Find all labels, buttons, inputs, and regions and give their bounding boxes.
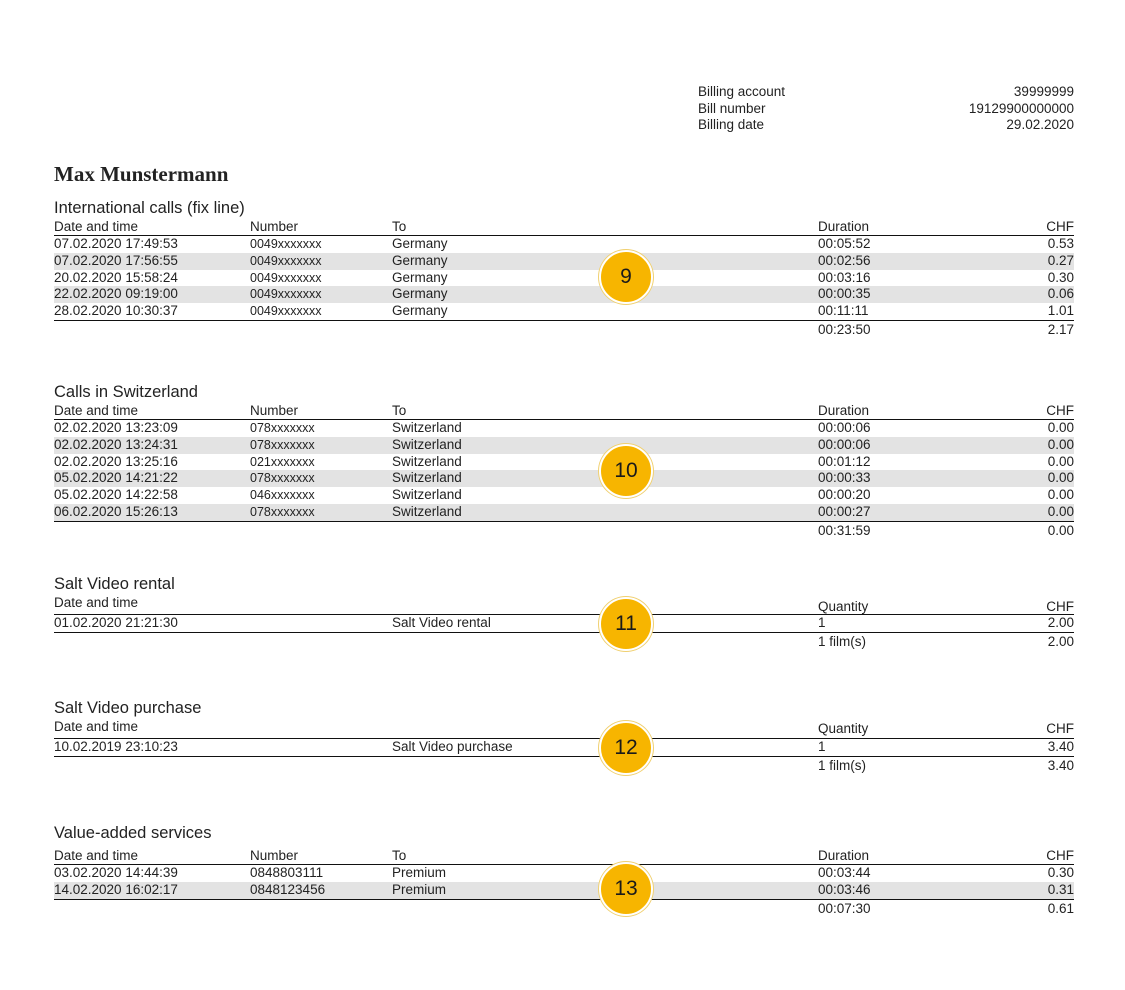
- cell-date: 22.02.2020 09:19:00: [54, 286, 178, 302]
- cell-chf: 0.27: [1047, 252, 1074, 268]
- column-headers: [54, 403, 1074, 419]
- cell-number: 046xxxxxxx: [250, 488, 315, 503]
- cell-to: Premium: [392, 865, 447, 880]
- table-row: [54, 454, 1074, 471]
- cell-duration: 00:05:52: [818, 236, 871, 251]
- cell-duration: 00:03:46: [818, 881, 871, 897]
- section-title: Salt Video purchase: [54, 699, 202, 717]
- total-row: [54, 900, 1074, 918]
- col-chf: CHF: [1046, 599, 1074, 614]
- table-row: [54, 420, 1074, 437]
- cell-duration: 00:00:27: [818, 503, 871, 519]
- table-row: [54, 865, 1074, 882]
- col-to: To: [392, 848, 407, 863]
- cell-chf: 0.00: [1047, 436, 1074, 452]
- billing-account-label: Billing account: [698, 84, 786, 99]
- cell-to: Switzerland: [392, 436, 462, 452]
- cell-to: Germany: [392, 269, 448, 285]
- cell-to: Switzerland: [392, 453, 462, 469]
- col-duration: Duration: [818, 219, 870, 234]
- value-added-services-section: [54, 822, 1074, 918]
- table-row: [54, 470, 1074, 487]
- cell-date: 28.02.2020 10:30:37: [54, 303, 178, 319]
- cell-number: 078xxxxxxx: [250, 421, 315, 435]
- cell-quantity: 1: [818, 739, 826, 754]
- cell-number: 0049xxxxxxx: [250, 253, 322, 268]
- billing-account-row: [698, 84, 1074, 101]
- video-rental-section: [54, 573, 1074, 651]
- cell-date: 14.02.2020 16:02:17: [54, 881, 178, 897]
- cell-to: Germany: [392, 236, 448, 251]
- column-headers: [54, 219, 1074, 235]
- video-purchase-section: [54, 697, 1074, 775]
- column-headers: [54, 848, 1074, 864]
- table-row: [54, 739, 1074, 756]
- cell-to: Switzerland: [392, 487, 462, 503]
- cell-date: 02.02.2020 13:24:31: [54, 436, 178, 452]
- total-duration: 00:23:50: [818, 321, 871, 337]
- swiss-calls-section: [54, 381, 1074, 540]
- table-row: [54, 504, 1074, 521]
- total-row: [54, 522, 1074, 540]
- cell-duration: 00:01:12: [818, 453, 871, 469]
- total-row: [54, 757, 1074, 775]
- col-quantity: Quantity: [818, 599, 869, 614]
- cell-chf: 0.00: [1047, 503, 1074, 519]
- cell-to: Switzerland: [392, 503, 462, 519]
- callout-badge-13: 13: [599, 862, 653, 916]
- cell-to: Premium: [392, 881, 447, 897]
- cell-number: 0049xxxxxxx: [250, 270, 322, 285]
- column-headers: [54, 595, 1074, 614]
- cell-description: Salt Video rental: [392, 615, 491, 630]
- col-number: Number: [250, 848, 299, 863]
- cell-number: 078xxxxxxx: [250, 504, 315, 519]
- col-duration: Duration: [818, 403, 870, 418]
- table-body: [54, 236, 1074, 320]
- col-date: Date and time: [54, 595, 139, 610]
- total-quantity: 1 film(s): [818, 757, 866, 773]
- cell-duration: 00:03:16: [818, 269, 871, 285]
- cell-date: 02.02.2020 13:25:16: [54, 453, 178, 469]
- billing-date-label: Billing date: [698, 117, 765, 132]
- cell-number: 0848803111: [250, 865, 324, 880]
- cell-chf: 0.30: [1047, 269, 1074, 285]
- cell-duration: 00:00:20: [818, 487, 871, 503]
- bill-number-label: Bill number: [698, 100, 766, 116]
- table-row: [54, 437, 1074, 454]
- cell-duration: 00:11:11: [818, 303, 869, 319]
- table-row: [54, 253, 1074, 270]
- col-chf: CHF: [1046, 848, 1074, 863]
- total-chf: 0.61: [1047, 900, 1074, 916]
- col-duration: Duration: [818, 848, 870, 863]
- cell-chf: 2.00: [1047, 615, 1074, 630]
- table-row: [54, 882, 1074, 899]
- cell-to: Germany: [392, 286, 448, 302]
- table-body: [54, 420, 1074, 521]
- table-row: [54, 303, 1074, 320]
- cell-quantity: 1: [818, 615, 826, 630]
- total-row: [54, 633, 1074, 651]
- cell-date: 05.02.2020 14:21:22: [54, 470, 178, 486]
- cell-chf: 0.00: [1047, 453, 1074, 469]
- section-title: Calls in Switzerland: [54, 383, 198, 401]
- cell-number: 0049xxxxxxx: [250, 287, 322, 302]
- cell-duration: 00:02:56: [818, 252, 871, 268]
- total-quantity: 1 film(s): [818, 633, 866, 649]
- billing-date-value: 29.02.2020: [1006, 117, 1074, 132]
- cell-date: 07.02.2020 17:56:55: [54, 252, 178, 268]
- cell-duration: 00:00:33: [818, 470, 871, 486]
- cell-date: 01.02.2020 21:21:30: [54, 615, 178, 630]
- col-to: To: [392, 219, 407, 234]
- table-row: [54, 270, 1074, 287]
- bill-number-value: 19129900000000: [968, 100, 1074, 116]
- cell-date: 20.02.2020 15:58:24: [54, 269, 178, 285]
- col-date: Date and time: [54, 219, 139, 234]
- section-title: Salt Video rental: [54, 575, 175, 593]
- cell-chf: 0.06: [1047, 286, 1074, 302]
- total-row: [54, 321, 1074, 339]
- col-number: Number: [250, 219, 299, 234]
- cell-date: 02.02.2020 13:23:09: [54, 420, 178, 435]
- customer-name: Max Munstermann: [54, 162, 229, 186]
- cell-to: Switzerland: [392, 470, 462, 486]
- col-to: To: [392, 403, 407, 418]
- col-date: Date and time: [54, 848, 139, 863]
- table-row: [54, 286, 1074, 303]
- column-headers: [54, 719, 1074, 735]
- callout-badge-11: 11: [599, 597, 653, 651]
- cell-description: Salt Video purchase: [392, 739, 513, 754]
- cell-duration: 00:00:06: [818, 420, 871, 435]
- callout-badge-9: 9: [599, 250, 653, 304]
- callout-badge-12: 12: [599, 721, 653, 775]
- cell-duration: 00:00:35: [818, 286, 871, 302]
- total-duration: 00:31:59: [818, 522, 871, 538]
- section-title: Value-added services: [54, 824, 212, 842]
- table-row: [54, 487, 1074, 504]
- intl-calls-section: [54, 197, 1074, 339]
- col-chf: CHF: [1046, 721, 1074, 736]
- cell-duration: 00:03:44: [818, 865, 871, 880]
- cell-to: Germany: [392, 303, 448, 319]
- cell-number: 0049xxxxxxx: [250, 304, 322, 319]
- cell-to: Germany: [392, 252, 448, 268]
- billing-date-row: [698, 117, 1074, 134]
- table-row: [54, 236, 1074, 253]
- callout-badge-10: 10: [599, 444, 653, 498]
- cell-number: 021xxxxxxx: [250, 454, 315, 469]
- col-quantity: Quantity: [818, 721, 869, 736]
- cell-date: 05.02.2020 14:22:58: [54, 487, 178, 503]
- cell-chf: 1.01: [1047, 303, 1074, 319]
- bill-number-row: [698, 101, 1074, 118]
- cell-chf: 0.53: [1047, 236, 1074, 251]
- cell-to: Switzerland: [392, 420, 462, 435]
- cell-chf: 0.00: [1047, 487, 1074, 503]
- col-date: Date and time: [54, 719, 139, 734]
- cell-date: 10.02.2019 23:10:23: [54, 739, 178, 754]
- cell-chf: 3.40: [1047, 739, 1074, 754]
- col-chf: CHF: [1046, 403, 1074, 418]
- total-chf: 0.00: [1047, 522, 1074, 538]
- cell-date: 03.02.2020 14:44:39: [54, 865, 178, 880]
- cell-number: 078xxxxxxx: [250, 437, 315, 452]
- table-body: [54, 865, 1074, 899]
- col-number: Number: [250, 403, 299, 418]
- cell-number: 0049xxxxxxx: [250, 237, 322, 251]
- cell-date: 06.02.2020 15:26:13: [54, 503, 178, 519]
- cell-chf: 0.00: [1047, 420, 1074, 435]
- table-row: [54, 615, 1074, 632]
- cell-chf: 0.00: [1047, 470, 1074, 486]
- total-chf: 3.40: [1047, 757, 1074, 773]
- section-title: International calls (fix line): [54, 199, 245, 217]
- billing-info: [698, 84, 1074, 134]
- billing-account-value: 39999999: [1013, 84, 1074, 99]
- total-chf: 2.00: [1047, 633, 1074, 649]
- cell-number: 078xxxxxxx: [250, 471, 315, 486]
- cell-chf: 0.31: [1047, 881, 1074, 897]
- col-chf: CHF: [1046, 219, 1074, 234]
- cell-date: 07.02.2020 17:49:53: [54, 236, 178, 251]
- cell-duration: 00:00:06: [818, 436, 871, 452]
- col-date: Date and time: [54, 403, 139, 418]
- total-chf: 2.17: [1047, 321, 1074, 337]
- cell-number: 0848123456: [250, 881, 326, 897]
- total-duration: 00:07:30: [818, 900, 871, 916]
- cell-chf: 0.30: [1047, 865, 1074, 880]
